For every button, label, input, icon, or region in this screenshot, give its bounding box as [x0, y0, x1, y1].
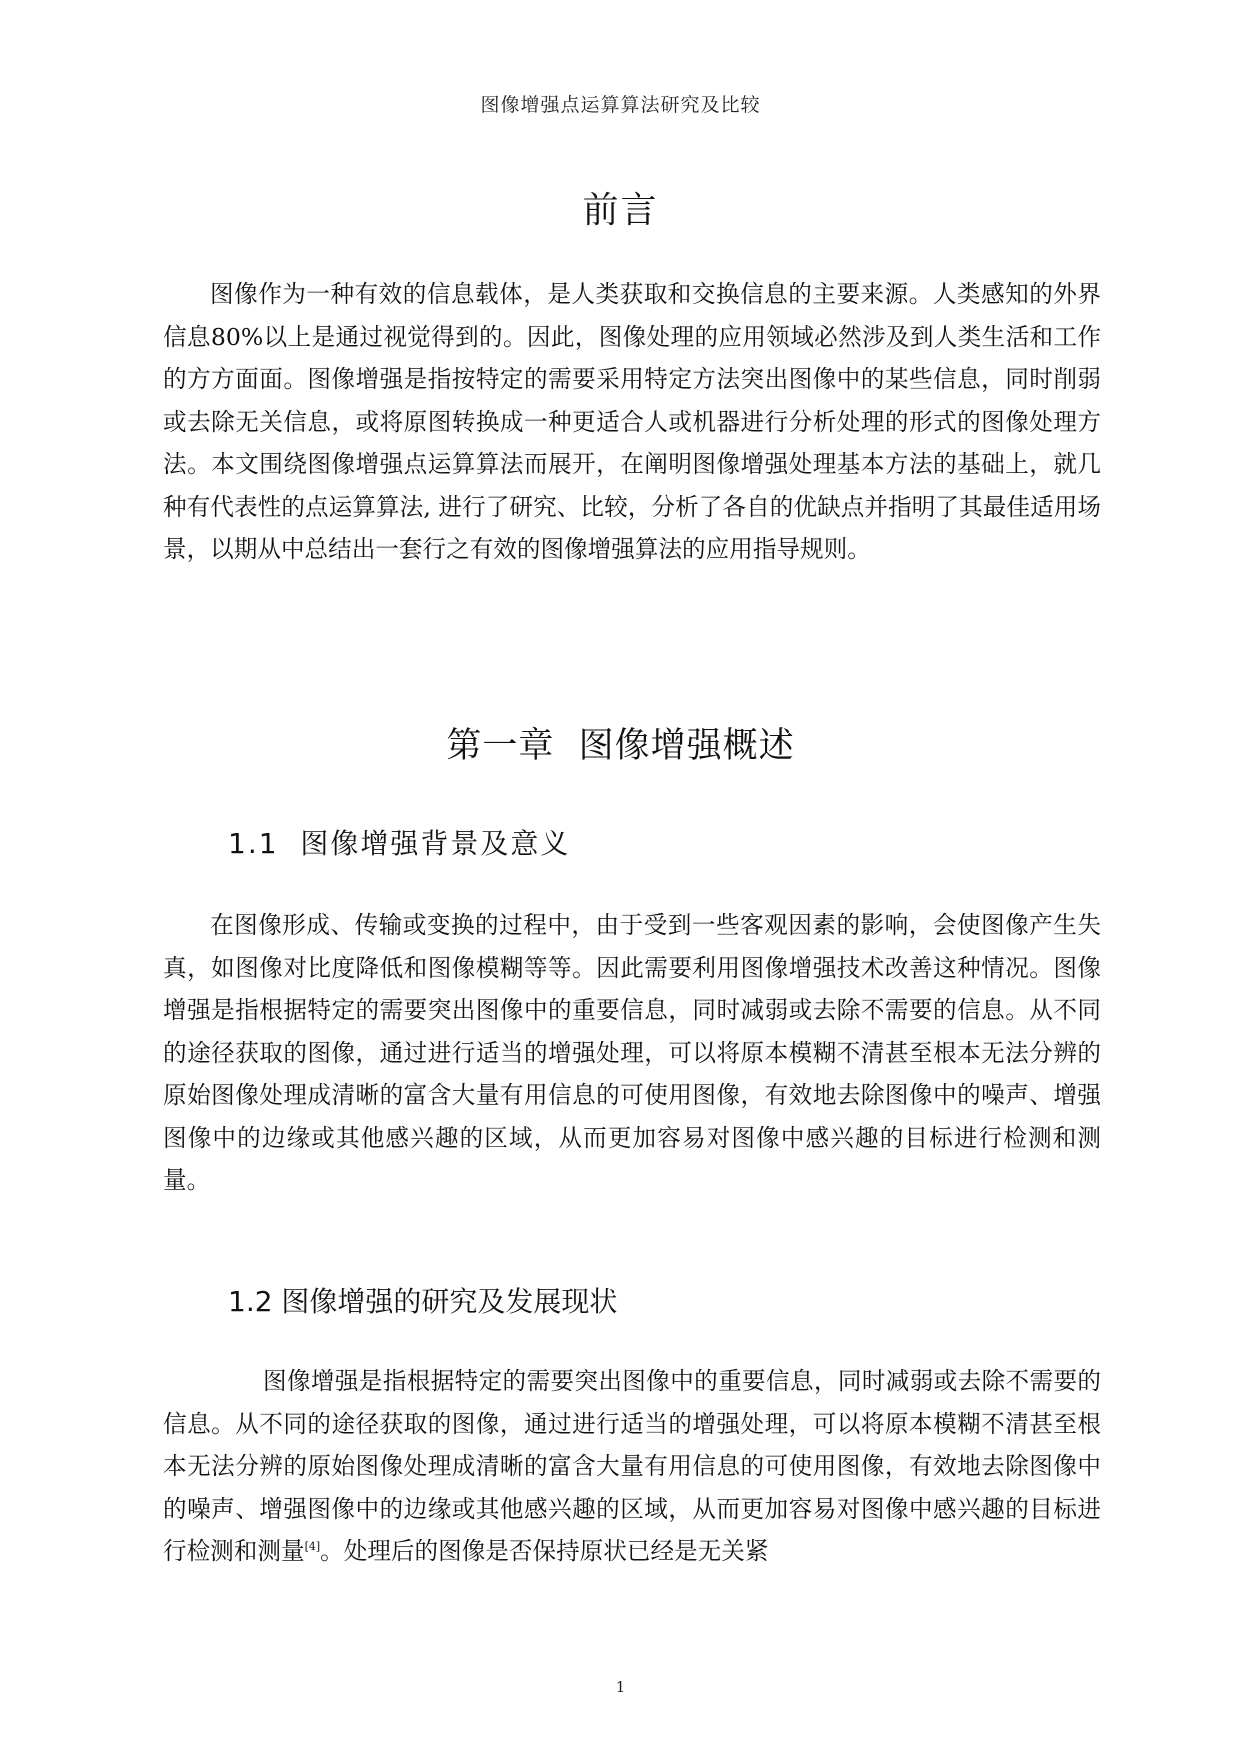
- chapter-title: 第一章 图像增强概述: [446, 726, 795, 766]
- section-1-1-title: 1.1 图像增强背景及意义: [228, 827, 571, 860]
- page-number: 1: [615, 1678, 626, 1696]
- preface-paragraph: 图像作为一种有效的信息载体，是人类获取和交换信息的主要来源。人类感知的外界信息80%以上是通过视觉得到的。因此，图像处理的应用领域必然涉及到人类生活和工作的方方面面。图像增强是指按特定的需要采用特定方法突出图像中的某些信息，同时削弱或去除无关信息，或将原图转换成一种更适合人或机器进行分析处理的形式的图像处理方法。本文围绕图像增强点运算算法而展开，在阐明图像增强处理基本方法的基础上，就几种有代表性的点运算算法, 进行了研究、比较，分析了各自的优缺点并指明了其最佳适用场景，以期从中总结出一套行之有效的图像增强算法的应用指导规则。: [163, 280, 1101, 563]
- preface-title: 前言: [582, 190, 659, 231]
- section-1-2-text-tail: 。处理后的图像是否保持原状已经是无关紧: [320, 1537, 769, 1565]
- running-header: 图像增强点运算算法研究及比较: [480, 94, 761, 116]
- section-1-2-title: 1.2 图像增强的研究及发展现状: [228, 1285, 618, 1318]
- section-1-2-paragraph: [163, 1360, 1101, 1573]
- section-1-2-text-main: 图像增强是指根据特定的需要突出图像中的重要信息，同时减弱或去除不需要的信息。从不同的途径获取的图像，通过进行适当的增强处理，可以将原本模糊不清甚至根本无法分辨的原始图像处理成清晰的富含大量有用信息的可使用图像，有效地去除图像中的噪声、增强图像中的边缘或其他感兴趣的区域，从而更加容易对图像中感兴趣的目标进行检测和测量: [163, 1367, 1101, 1565]
- citation-reference[interactable]: [4]: [304, 1540, 321, 1554]
- section-1-1-paragraph: 在图像形成、传输或变换的过程中，由于受到一些客观因素的影响，会使图像产生失真，如图像对比度降低和图像模糊等等。因此需要利用图像增强技术改善这种情况。图像增强是指根据特定的需要突出图像中的重要信息，同时减弱或去除不需要的信息。从不同的途径获取的图像，通过进行适当的增强处理，可以将原本模糊不清甚至根本无法分辨的原始图像处理成清晰的富含大量有用信息的可使用图像，有效地去除图像中的噪声、增强图像中的边缘或其他感兴趣的区域，从而更加容易对图像中感兴趣的目标进行检测和测量。: [163, 911, 1101, 1194]
